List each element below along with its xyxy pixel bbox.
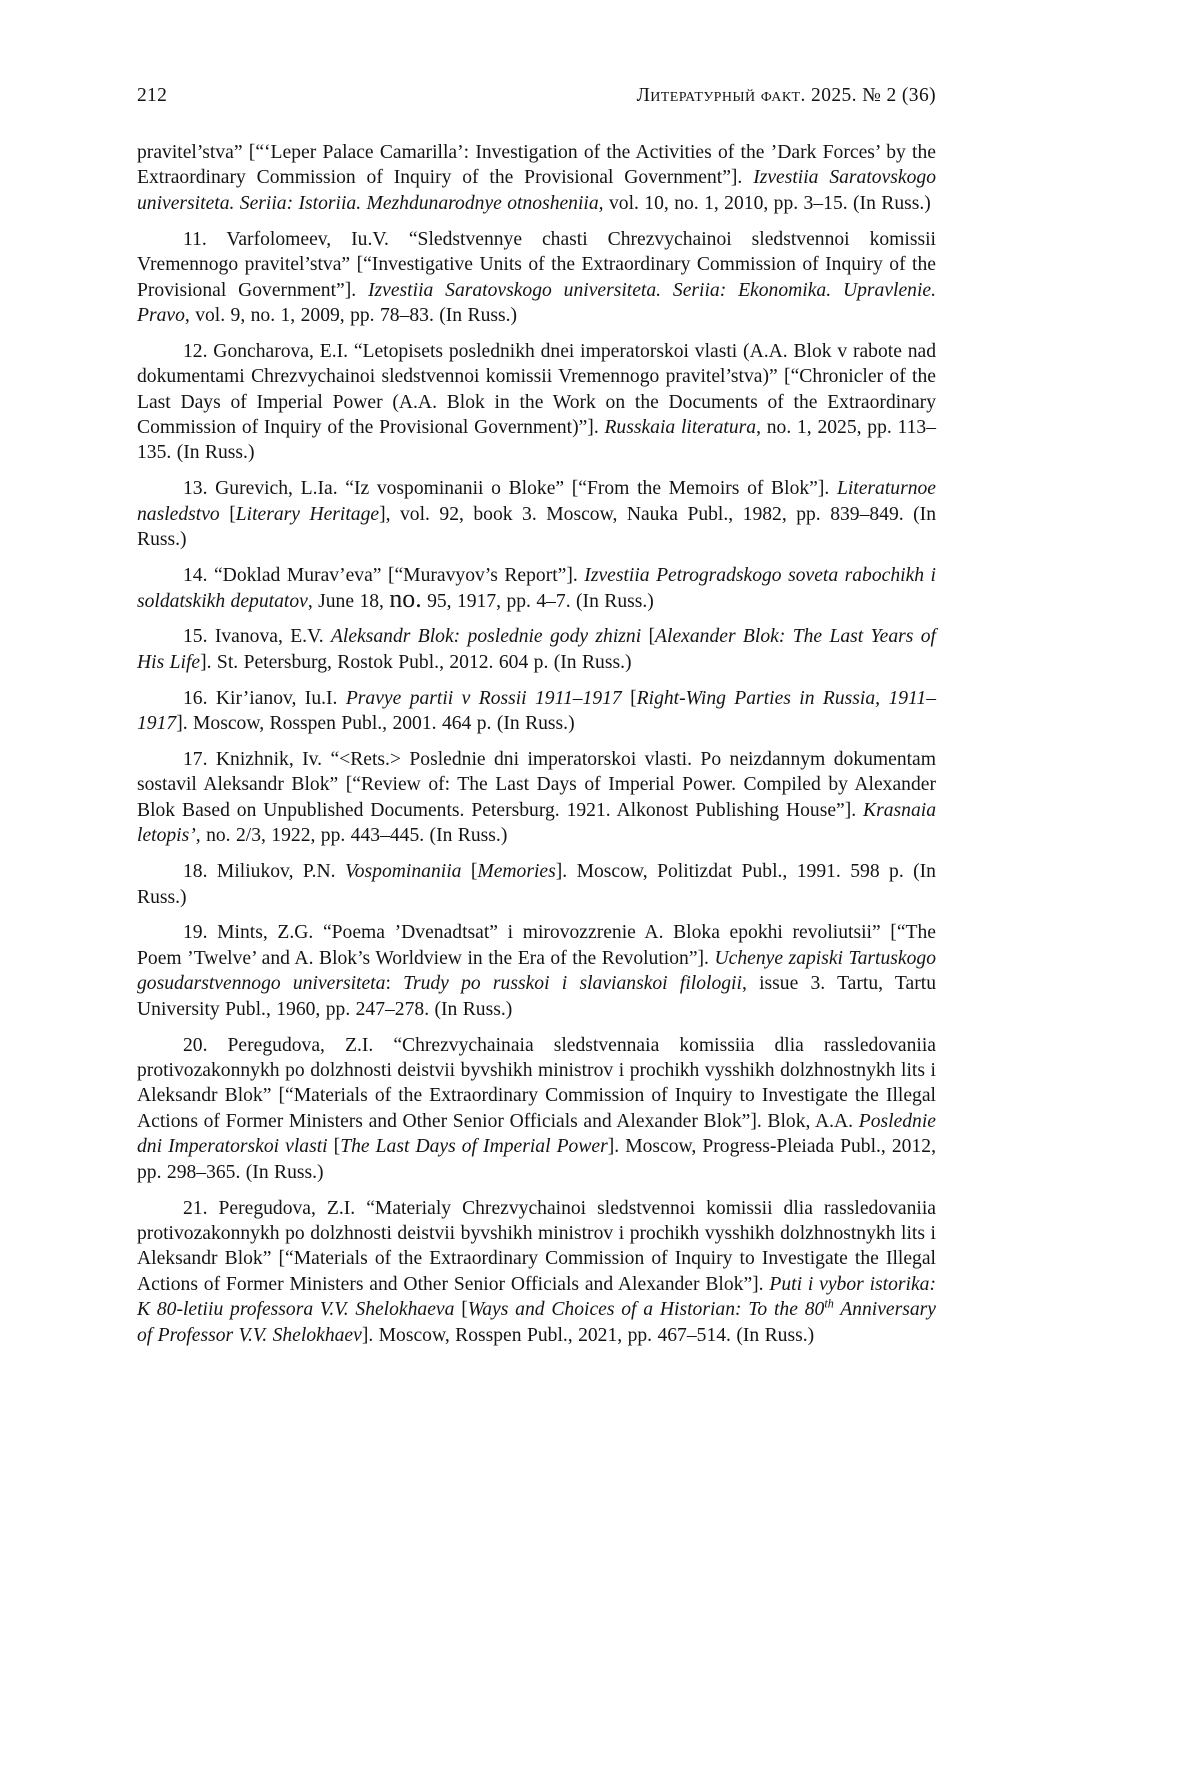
reference-text: , no. 1, 2025, pp. 113–135. (In Russ.) bbox=[137, 417, 936, 464]
reference-text: [ bbox=[621, 687, 637, 709]
reference-text: 95, 1917, pp. 4–7. (In Russ.) bbox=[421, 590, 654, 612]
reference-italic-text: Izvestiia Petrogradskogo soveta rabochikh i soldatskikh deputatov bbox=[137, 565, 936, 612]
reference-entry bbox=[137, 920, 936, 1022]
reference-italic-text: Puti i vybor istorika: K 80-letiiu professora V.V. Shelokhaeva bbox=[137, 1273, 936, 1321]
reference-entry bbox=[137, 140, 936, 216]
reference-entry bbox=[137, 227, 936, 329]
reference-text: 11. Varfolomeev, Iu.V. “Sledstvennye chasti Chrezvychainoi sledstvennoi komissii Vremennogo pravitel’stva” [“Investigative Units of the Extraordinary Commission of Inquiry of the Provisional Government”]. bbox=[137, 228, 936, 301]
reference-text: : bbox=[385, 973, 404, 995]
reference-italic-text: Aleksandr Blok: poslednie gody zhizni bbox=[330, 626, 642, 648]
reference-text: 19. Mints, Z.G. “Poema ’Dvenadtsat” i mirovozzrenie A. Bloka epokhi revoliutsii” [“The Poem ’Twelve’ and A. Blok’s Worldview in the Era of the Revolution”]. bbox=[137, 922, 936, 969]
reference-text: [ bbox=[454, 1299, 468, 1321]
reference-entry bbox=[137, 476, 936, 552]
reference-text: 13. Gurevich, L.Ia. “Iz vospominanii o Bloke” [“From the Memoirs of Blok”]. bbox=[183, 478, 837, 500]
reference-text: 17. Knizhnik, Iv. “<Rets.> Poslednie dni imperatorskoi vlasti. Po neizdannym dokumentam sostavil Aleksandr Blok” [“Review of: The Last Days of Imperial Power. Compiled by Alexander Blok Based on Unpublished Documents. Petersburg. 1921. Alkonost Publishing House”]. bbox=[137, 749, 936, 821]
reference-text: 16. Kir’ianov, Iu.I. bbox=[183, 687, 346, 709]
reference-text: , June 18, bbox=[307, 590, 390, 612]
running-header bbox=[137, 84, 936, 108]
reference-entry bbox=[137, 686, 936, 737]
reference-italic-text: th bbox=[824, 1296, 834, 1311]
references-list bbox=[137, 140, 936, 1348]
reference-text: ]. Moscow, Progress-Pleiada Publ., 2012, pp. 298–365. (In Russ.) bbox=[137, 1136, 936, 1183]
page-number: 212 bbox=[137, 85, 168, 106]
reference-text: 15. Ivanova, E.V. bbox=[183, 626, 331, 648]
reference-text: [ bbox=[641, 626, 656, 648]
reference-entry bbox=[137, 624, 936, 675]
reference-text: 21. Peregudova, Z.I. “Materialy Chrezvychainoi sledstvennoi komissii dlia rassledovaniia protivozakonnykh po dolzhnosti deistvii byvshikh ministrov i prochikh vysshikh dolzhnostnykh lits i Aleksandr Blok” [“Materials of the Extraordinary Commission of Inquiry to Investigate the Illegal Actions of Former Ministers and Other Senior Officials and Alexander Blok”]. bbox=[137, 1197, 936, 1295]
reference-text: , vol. 9, no. 1, 2009, pp. 78–83. (In Russ.) bbox=[184, 304, 518, 326]
reference-entry bbox=[137, 859, 936, 910]
reference-text: 18. Miliukov, P.N. bbox=[183, 861, 345, 883]
reference-italic-text: Krasnaia letopis’ bbox=[137, 799, 936, 847]
reference-text: ]. Moscow, Rosspen Publ., 2021, pp. 467–514. (In Russ.) bbox=[361, 1324, 815, 1346]
reference-italic-text: Pravye partii v Rossii 1911–1917 bbox=[345, 687, 622, 709]
reference-italic-text: Poslednie dni Imperatorskoi vlasti bbox=[137, 1110, 936, 1158]
reference-italic-text: Right-Wing Parties in Russia, 1911–1917 bbox=[137, 687, 936, 735]
reference-entry bbox=[137, 1033, 936, 1185]
reference-italic-text: Literary Heritage bbox=[235, 503, 380, 525]
reference-text: ]. Moscow, Rosspen Publ., 2001. 464 p. (In Russ.) bbox=[176, 713, 575, 735]
reference-text: [ bbox=[327, 1136, 341, 1158]
reference-text: , issue 3. Tartu, Tartu University Publ., 1960, pp. 247–278. (In Russ.) bbox=[137, 973, 936, 1020]
reference-italic-text: Izvestiia Saratovskogo universiteta. Seriia: Istoriia. Mezhdunarodnye otnosheniia bbox=[137, 167, 936, 214]
reference-italic-text: Ways and Choices of a Historian: To the 80 bbox=[467, 1299, 825, 1321]
reference-entry bbox=[137, 563, 936, 614]
reference-entry bbox=[137, 747, 936, 849]
reference-text: ]. Moscow, Politizdat Publ., 1991. 598 p. (In Russ.) bbox=[137, 861, 936, 908]
reference-italic-text: Uchenye zapiski Tartuskogo gosudarstvennogo universiteta bbox=[137, 947, 936, 995]
journal-title: Литературный факт. 2025. № 2 (36) bbox=[636, 85, 936, 106]
reference-italic-text: Vospominaniia bbox=[344, 861, 462, 883]
reference-italic-text: The Last Days of Imperial Power bbox=[340, 1136, 608, 1158]
reference-text: pravitel’stva” [“‘Leper Palace Camarilla’: Investigation of the Activities of the ’Dark Forces’ by the Extraordinary Commission of Inquiry of the Provisional Government”]. bbox=[137, 142, 936, 189]
reference-text: 20. Peregudova, Z.I. “Chrezvychainaia sledstvennaia komissiia dlia rassledovaniia protivozakonnykh po dolzhnosti deistvii byvshikh ministrov i prochikh vysshikh dolzhnostnykh lits i Aleksandr Blok” [“Materials of the Extraordinary Commission of Inquiry to Investigate the Illegal Actions of Former Ministers and Other Senior Officials and Alexander Blok”]. Blok, A.A. bbox=[137, 1034, 936, 1132]
reference-italic-text: Alexander Blok: The Last Years of His Life bbox=[137, 626, 936, 673]
reference-text: [ bbox=[219, 503, 236, 525]
reference-italic-text: Memories bbox=[477, 861, 556, 883]
reference-italic-text: Literaturnoe nasledstvo bbox=[137, 478, 936, 525]
reference-text: [ bbox=[461, 861, 478, 883]
reference-text: , vol. 10, no. 1, 2010, pp. 3–15. (In Russ.) bbox=[598, 192, 931, 214]
reference-text: ], vol. 92, book 3. Moscow, Nauka Publ., 1982, pp. 839–849. (In Russ.) bbox=[137, 503, 936, 551]
reference-italic-text: Russkaia literatura bbox=[604, 417, 757, 439]
reference-italic-text: Trudy po russkoi i slavianskoi filologii bbox=[403, 973, 742, 995]
reference-entry bbox=[137, 339, 936, 466]
reference-text: 14. “Doklad Murav’eva” [“Muravyov’s Report”]. bbox=[183, 565, 585, 587]
reference-entry bbox=[137, 1196, 936, 1348]
reference-italic-text: Izvestiia Saratovskogo universiteta. Seriia: Ekonomika. Upravlenie. Pravo bbox=[137, 279, 936, 326]
reference-text: ]. St. Petersburg, Rostok Publ., 2012. 604 p. (In Russ.) bbox=[200, 651, 632, 673]
reference-text: no. bbox=[389, 583, 422, 613]
reference-text: , no. 2/3, 1922, pp. 443–445. (In Russ.) bbox=[195, 825, 508, 847]
reference-italic-text: Anniversary of Professor V.V. Shelokhaev bbox=[137, 1299, 936, 1346]
reference-text: 12. Goncharova, E.I. “Letopisets poslednikh dnei imperatorskoi vlasti (A.A. Blok v rabote nad dokumentami Chrezvychainoi sledstvennoi komissii Vremennogo pravitel’stva)” [“Chronicler of the Last Days of Imperial Power (A.A. Blok in the Work on the Documents of the Extraordinary Commission of Inquiry of the Provisional Government)”]. bbox=[137, 340, 936, 439]
